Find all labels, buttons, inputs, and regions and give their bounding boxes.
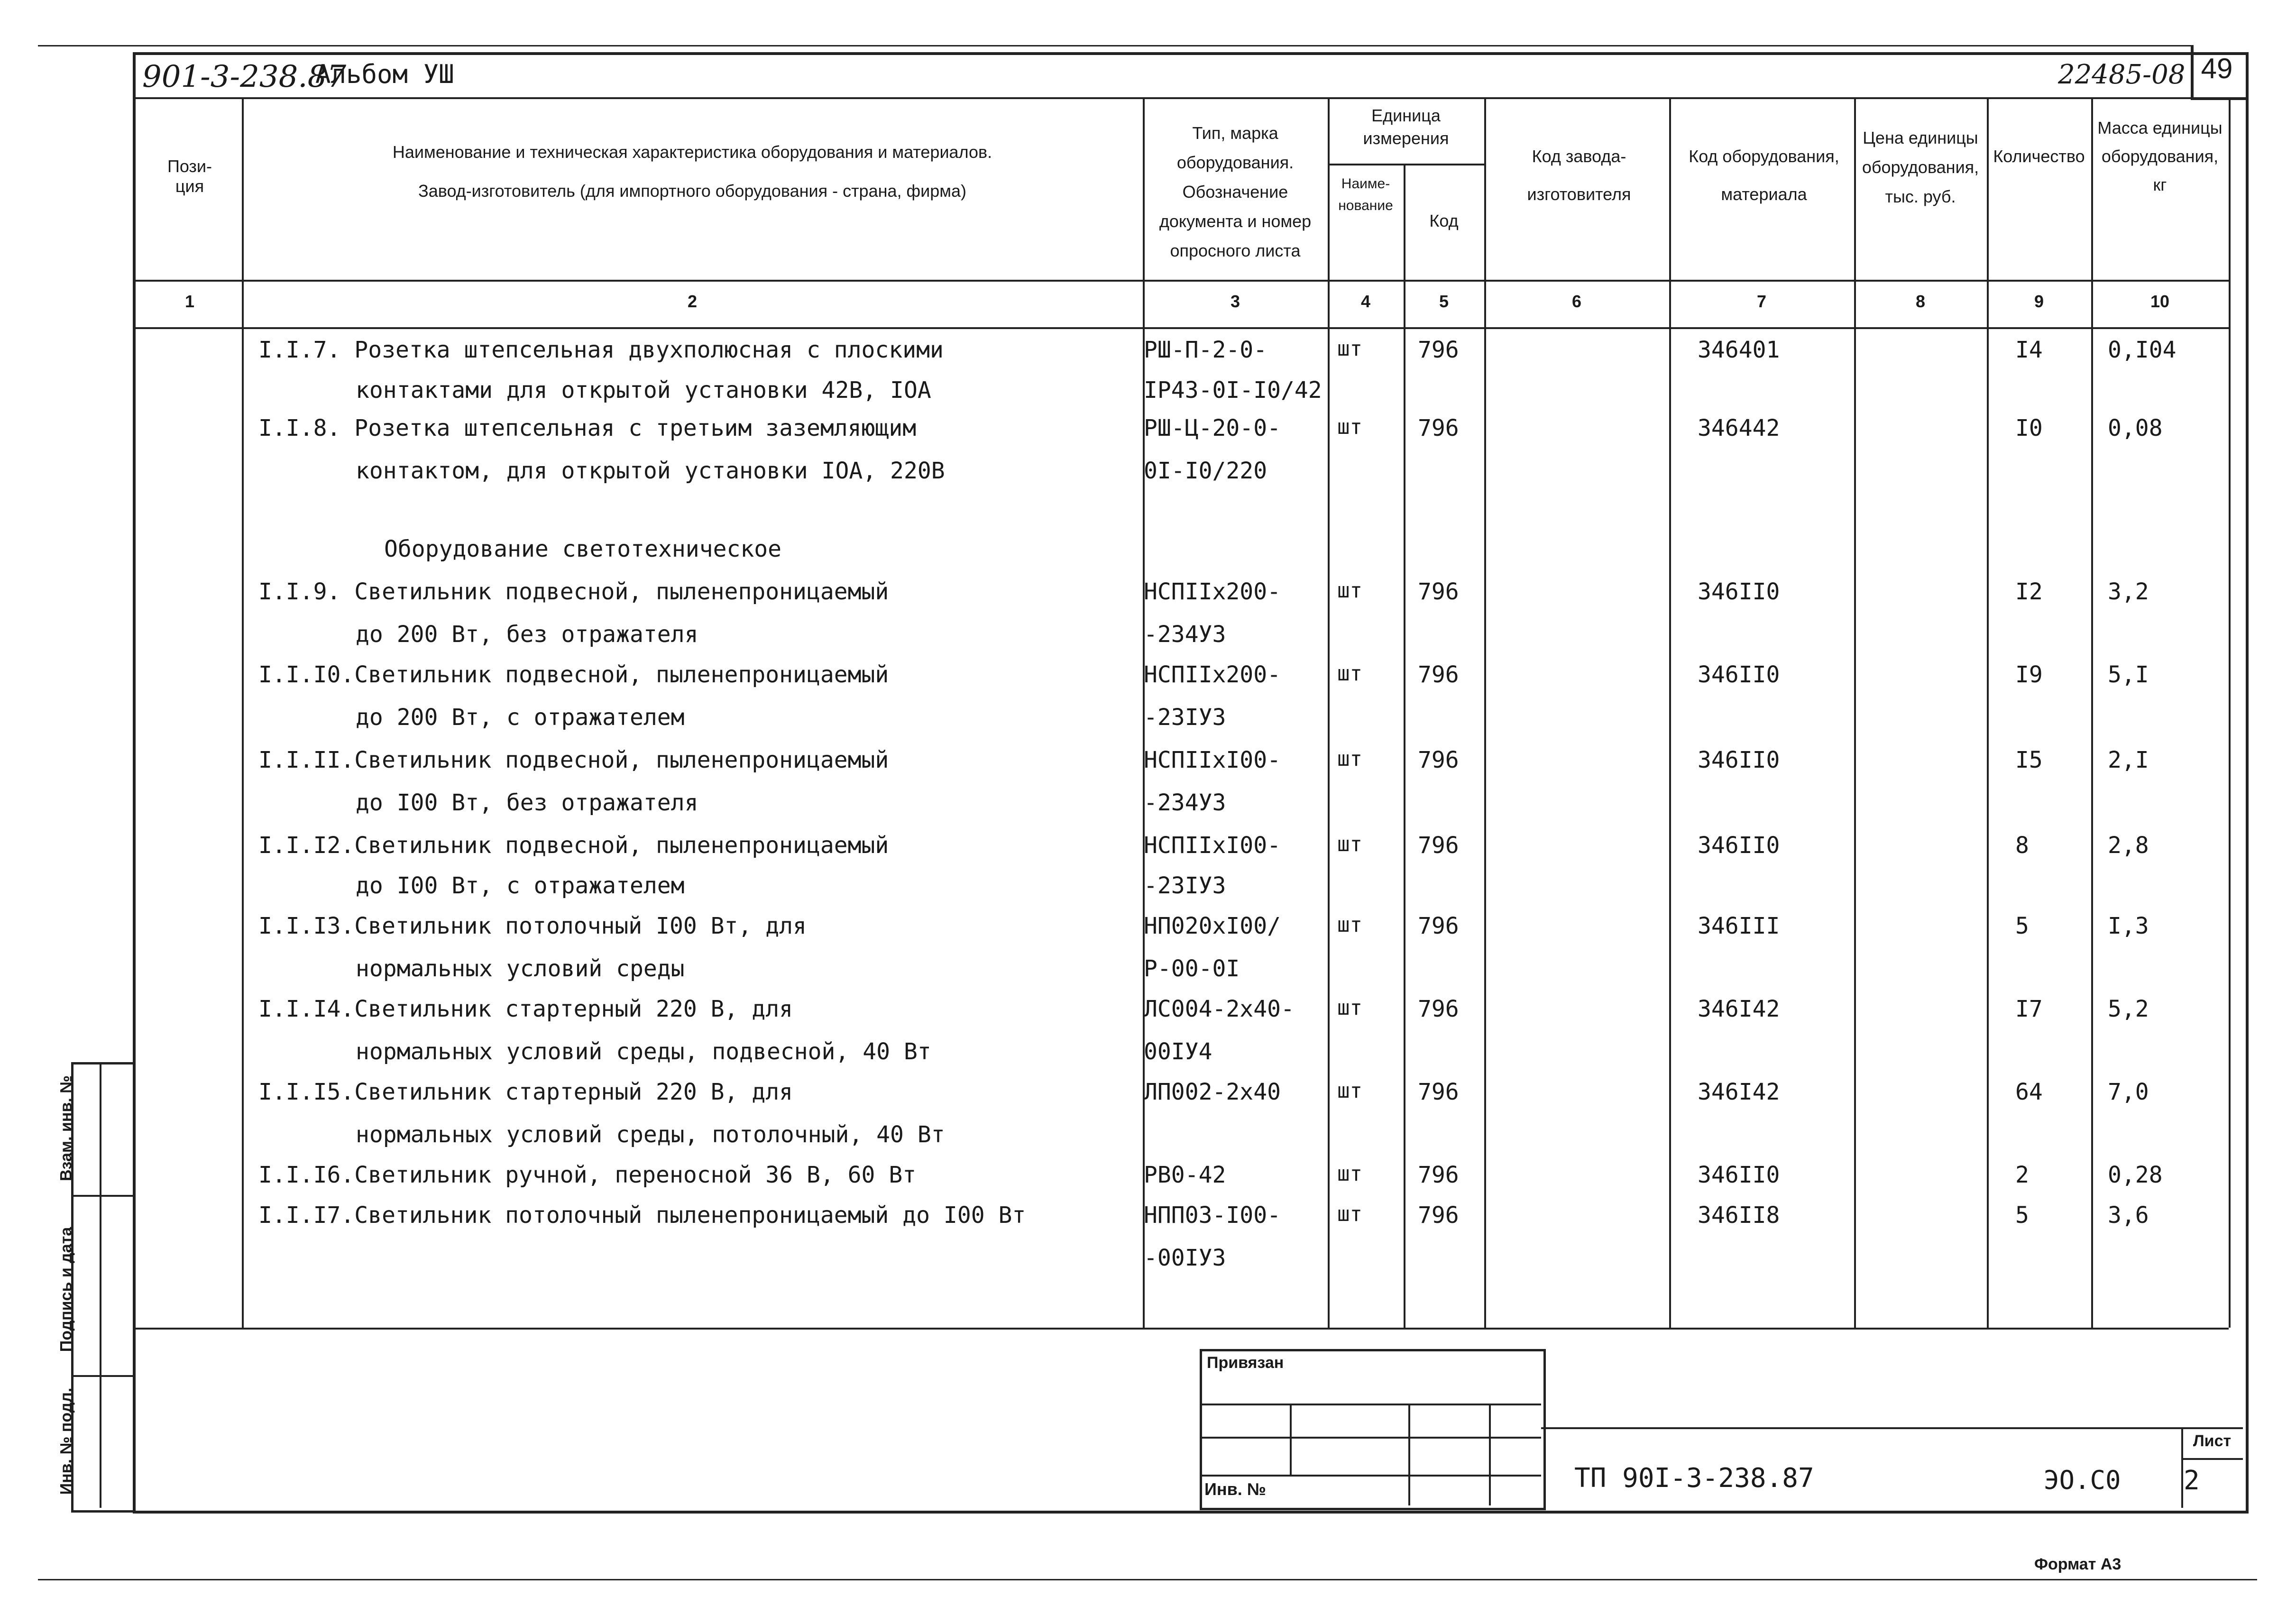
row-quantity: 5 bbox=[2015, 1202, 2029, 1229]
colnum-9: 9 bbox=[2034, 292, 2044, 311]
row-name: нормальных условий среды bbox=[356, 955, 685, 982]
row-name: Оборудование светотехническое bbox=[384, 536, 782, 562]
col-2-header-line2: Завод-изготовитель (для импортного оборудования - страна, фирма) bbox=[418, 181, 967, 201]
album-label: Альбом УШ bbox=[315, 59, 454, 89]
col-45-header: Единица измерения bbox=[1363, 106, 1449, 148]
row-unit: шт bbox=[1337, 996, 1362, 1020]
row-material-code: 346II0 bbox=[1698, 578, 1780, 605]
row-code: 796 bbox=[1418, 996, 1459, 1022]
section-code: ЭО.С0 bbox=[2044, 1465, 2121, 1495]
row-unit: шт bbox=[1337, 747, 1362, 771]
row-name: I.I.I6.Светильник ручной, переносной 36 В, 60 Вт bbox=[258, 1162, 917, 1188]
col-8-header: Цена единицы оборудования, тыс. руб. bbox=[1862, 128, 1979, 206]
row-code: 796 bbox=[1418, 747, 1459, 773]
row-type: IP43-0I-I0/42 bbox=[1144, 377, 1322, 404]
row-quantity: I7 bbox=[2015, 996, 2043, 1022]
row-type: -234У3 bbox=[1144, 789, 1226, 816]
doc-number: 22485-08 bbox=[2058, 59, 2186, 90]
row-code: 796 bbox=[1418, 1079, 1459, 1105]
row-type: РШ-П-2-0- bbox=[1144, 337, 1267, 363]
row-unit: шт bbox=[1337, 1202, 1362, 1226]
colnum-8: 8 bbox=[1915, 292, 1926, 311]
row-code: 796 bbox=[1418, 578, 1459, 605]
row-mass: 3,6 bbox=[2108, 1202, 2149, 1229]
row-mass: 2,8 bbox=[2108, 832, 2149, 859]
row-type: -00IУ3 bbox=[1144, 1245, 1226, 1271]
row-mass: 2,I bbox=[2108, 747, 2149, 773]
colnum-2: 2 bbox=[687, 292, 698, 311]
row-material-code: 346II0 bbox=[1698, 661, 1780, 688]
row-type: -234У3 bbox=[1144, 621, 1226, 648]
row-name: I.I.I5.Светильник стартерный 220 В, для bbox=[258, 1079, 793, 1105]
row-code: 796 bbox=[1418, 337, 1459, 363]
row-name: до I00 Вт, с отражателем bbox=[356, 872, 685, 899]
row-unit: шт bbox=[1337, 578, 1362, 603]
bound-label: Привязан bbox=[1207, 1354, 1284, 1372]
row-name: до 200 Вт, с отражателем bbox=[356, 704, 685, 731]
row-material-code: 346II0 bbox=[1698, 1162, 1780, 1188]
row-name: I.I.7. Розетка штепсельная двухполюсная с плоскими bbox=[258, 337, 944, 363]
col-2-header bbox=[256, 142, 1129, 201]
row-type: Р-00-0I bbox=[1144, 955, 1240, 982]
row-mass: 0,08 bbox=[2108, 415, 2163, 441]
row-name: нормальных условий среды, потолочный, 40 Вт bbox=[356, 1121, 945, 1148]
col-6-header: Код завода-изготовителя bbox=[1527, 147, 1631, 204]
row-quantity: I5 bbox=[2015, 747, 2043, 773]
colnum-7: 7 bbox=[1756, 292, 1767, 311]
row-quantity: 2 bbox=[2015, 1162, 2029, 1188]
row-material-code: 346I42 bbox=[1698, 996, 1780, 1022]
col-5-header: Код bbox=[1429, 211, 1459, 230]
col-1-header-text: Пози- ция bbox=[167, 156, 212, 196]
row-name: контактом, для открытой установки IOA, 220В bbox=[356, 458, 945, 484]
row-mass: 5,I bbox=[2108, 661, 2149, 688]
row-quantity: I4 bbox=[2015, 337, 2043, 363]
album-ref: 901-3-238.87 bbox=[142, 59, 347, 94]
row-mass: 5,2 bbox=[2108, 996, 2149, 1022]
row-name: до 200 Вт, без отражателя bbox=[356, 621, 698, 648]
row-type: НСПIIx200- bbox=[1144, 578, 1281, 605]
row-code: 796 bbox=[1418, 1202, 1459, 1229]
row-quantity: I0 bbox=[2015, 415, 2043, 441]
row-code: 796 bbox=[1418, 913, 1459, 939]
row-mass: 3,2 bbox=[2108, 578, 2149, 605]
row-type: РВ0-42 bbox=[1144, 1162, 1226, 1188]
row-material-code: 346401 bbox=[1698, 337, 1780, 363]
row-quantity: I2 bbox=[2015, 578, 2043, 605]
row-mass: 7,0 bbox=[2108, 1079, 2149, 1105]
row-name: I.I.I7.Светильник потолочный пыленепроницаемый до I00 Вт bbox=[258, 1202, 1026, 1229]
row-type: НСПIIx200- bbox=[1144, 661, 1281, 688]
row-unit: шт bbox=[1337, 832, 1362, 856]
row-type: НСПIIxI00- bbox=[1144, 747, 1281, 773]
row-name: I.I.9. Светильник подвесной, пыленепроницаемый bbox=[258, 578, 889, 605]
sheet-label: Лист bbox=[2193, 1432, 2232, 1450]
page-number: 49 bbox=[2201, 53, 2233, 84]
colnum-1: 1 bbox=[184, 292, 195, 311]
row-name: нормальных условий среды, подвесной, 40 Вт bbox=[356, 1038, 931, 1065]
inv-label: Инв. № bbox=[1204, 1479, 1266, 1499]
row-type: НПП03-I00- bbox=[1144, 1202, 1281, 1229]
col-3-header: Тип, марка оборудования. Обозначение документа и номер опросного листа bbox=[1159, 123, 1312, 260]
format-label: Формат А3 bbox=[2034, 1555, 2122, 1573]
side-stamp-sign: Подпись и дата bbox=[57, 1227, 75, 1352]
col-4-header: Наиме-нование bbox=[1338, 176, 1393, 213]
row-code: 796 bbox=[1418, 832, 1459, 859]
row-quantity: 64 bbox=[2015, 1079, 2043, 1105]
row-type: ЛС004-2x40- bbox=[1144, 996, 1295, 1022]
row-unit: шт bbox=[1337, 913, 1362, 937]
row-unit: шт bbox=[1337, 1079, 1362, 1103]
row-name: контактами для открытой установки 42В, IOA bbox=[356, 377, 931, 404]
side-stamp-replace: Взам. инв. № bbox=[57, 1075, 75, 1182]
row-unit: шт bbox=[1337, 415, 1362, 439]
row-material-code: 346I42 bbox=[1698, 1079, 1780, 1105]
row-name: I.I.II.Светильник подвесной, пыленепроницаемый bbox=[258, 747, 889, 773]
row-type: 0I-I0/220 bbox=[1144, 458, 1267, 484]
row-name: I.I.I4.Светильник стартерный 220 В, для bbox=[258, 996, 793, 1022]
colnum-10: 10 bbox=[2150, 292, 2170, 311]
colnum-4: 4 bbox=[1360, 292, 1371, 311]
side-stamp bbox=[71, 1062, 135, 1513]
row-unit: шт bbox=[1337, 337, 1362, 361]
row-name: I.I.I0.Светильник подвесной, пыленепроницаемый bbox=[258, 661, 889, 688]
row-type: -23IУ3 bbox=[1144, 704, 1226, 731]
row-code: 796 bbox=[1418, 661, 1459, 688]
row-quantity: 8 bbox=[2015, 832, 2029, 859]
row-mass: 0,I04 bbox=[2108, 337, 2177, 363]
row-mass: I,3 bbox=[2108, 913, 2149, 939]
row-type: -23IУ3 bbox=[1144, 872, 1226, 899]
row-quantity: I9 bbox=[2015, 661, 2043, 688]
row-type: РШ-Ц-20-0- bbox=[1144, 415, 1281, 441]
col-9-header: Количество bbox=[1993, 147, 2085, 166]
row-quantity: 5 bbox=[2015, 913, 2029, 939]
row-code: 796 bbox=[1418, 415, 1459, 441]
row-material-code: 346II0 bbox=[1698, 832, 1780, 859]
row-name: I.I.8. Розетка штепсельная с третьим заземляющим bbox=[258, 415, 917, 441]
row-name: I.I.I2.Светильник подвесной, пыленепроницаемый bbox=[258, 832, 889, 859]
row-material-code: 346II0 bbox=[1698, 747, 1780, 773]
row-mass: 0,28 bbox=[2108, 1162, 2163, 1188]
row-name: I.I.I3.Светильник потолочный I00 Вт, для bbox=[258, 913, 807, 939]
row-type: ЛП002-2x40 bbox=[1144, 1079, 1281, 1105]
row-material-code: 346III bbox=[1698, 913, 1780, 939]
col-7-header: Код оборудования, материала bbox=[1689, 147, 1839, 204]
row-material-code: 346442 bbox=[1698, 415, 1780, 441]
row-code: 796 bbox=[1418, 1162, 1459, 1188]
sheet-number: 2 bbox=[2184, 1465, 2200, 1496]
side-stamp-inv: Инв. № подл. bbox=[57, 1387, 75, 1495]
row-unit: шт bbox=[1337, 1162, 1362, 1186]
row-unit: шт bbox=[1337, 661, 1362, 686]
col-1-header bbox=[142, 156, 237, 196]
col-10-header: Масса единицы оборудования, кг bbox=[2097, 118, 2223, 194]
row-type: НСПIIxI00- bbox=[1144, 832, 1281, 859]
row-type: НП020xI00/ bbox=[1144, 913, 1281, 939]
colnum-6: 6 bbox=[1571, 292, 1582, 311]
colnum-5: 5 bbox=[1439, 292, 1449, 311]
row-type: 00IУ4 bbox=[1144, 1038, 1212, 1065]
doc-code: ТП 90I-3-238.87 bbox=[1574, 1463, 1814, 1494]
col-2-header-line1: Наименование и техническая характеристика оборудования и материалов. bbox=[392, 142, 992, 162]
row-material-code: 346II8 bbox=[1698, 1202, 1780, 1229]
colnum-3: 3 bbox=[1230, 292, 1240, 311]
row-name: до I00 Вт, без отражателя bbox=[356, 789, 698, 816]
